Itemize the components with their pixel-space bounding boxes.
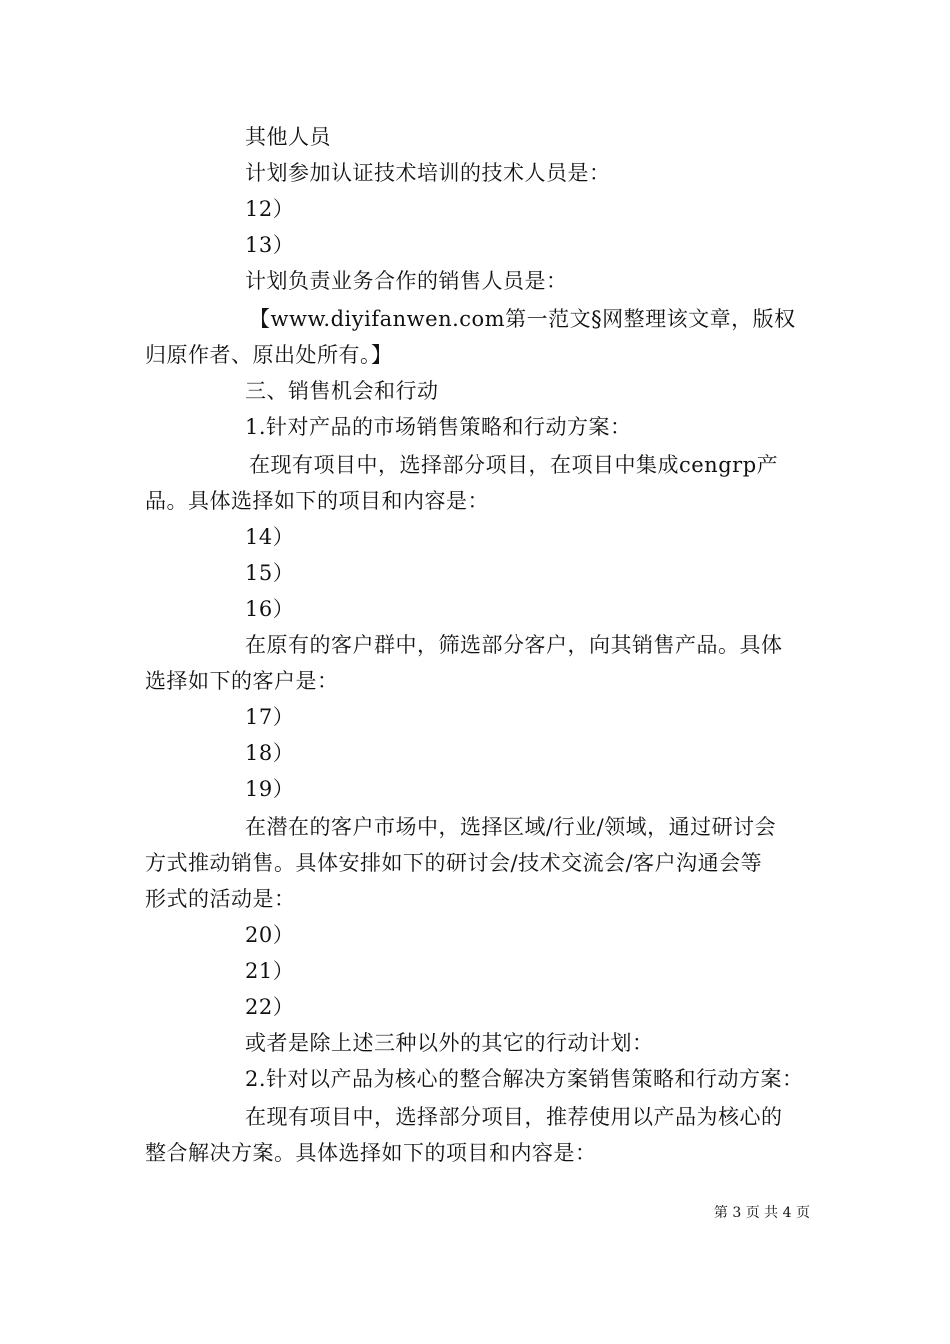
text-line: 17） xyxy=(245,705,295,729)
subsection-heading: 1.针对产品的市场销售策略和行动方案： xyxy=(245,415,632,439)
text-line: 整合解决方案。具体选择如下的项目和内容是： xyxy=(145,1141,597,1165)
text-line: 15） xyxy=(245,561,295,585)
text-line: 在潜在的客户市场中，选择区域/行业/领域，通过研讨会 xyxy=(245,815,777,839)
text-line: 16） xyxy=(245,597,295,621)
text-line: 22） xyxy=(245,995,295,1019)
text-line: 【www.diyifanwen.com第一范文§网整理该文章，版权 xyxy=(249,307,796,331)
text-line: 计划参加认证技术培训的技术人员是： xyxy=(245,161,611,185)
text-line: 19） xyxy=(245,777,295,801)
text-line: 21） xyxy=(245,959,295,983)
text-line: 20） xyxy=(245,923,295,947)
text-line: 选择如下的客户是： xyxy=(145,669,339,693)
subsection-heading: 2.针对以产品为核心的整合解决方案销售策略和行动方案： xyxy=(245,1067,804,1091)
text-line: 或者是除上述三种以外的其它的行动计划： xyxy=(245,1031,654,1055)
text-line: 形式的活动是： xyxy=(145,887,296,911)
text-line: 12） xyxy=(245,197,295,221)
text-line: 方式推动销售。具体安排如下的研讨会/技术交流会/客户沟通会等 xyxy=(145,851,763,875)
text-line: 14） xyxy=(245,525,295,549)
text-line: 其他人员 xyxy=(245,125,331,149)
text-line: 18） xyxy=(245,741,295,765)
text-line: 在原有的客户群中，筛选部分客户，向其销售产品。具体 xyxy=(245,633,783,657)
text-line: 品。具体选择如下的项目和内容是： xyxy=(145,489,489,513)
text-line: 在现有项目中，选择部分项目，在项目中集成cengrp产 xyxy=(249,453,779,477)
text-line: 计划负责业务合作的销售人员是： xyxy=(245,269,568,293)
text-line: 归原作者、原出处所有。】 xyxy=(145,343,393,367)
section-heading: 三、销售机会和行动 xyxy=(245,379,439,403)
page-number-footer: 第 3 页 共 4 页 xyxy=(713,1205,810,1221)
text-line: 在现有项目中，选择部分项目，推荐使用以产品为核心的 xyxy=(245,1105,783,1129)
text-line: 13） xyxy=(245,233,295,257)
